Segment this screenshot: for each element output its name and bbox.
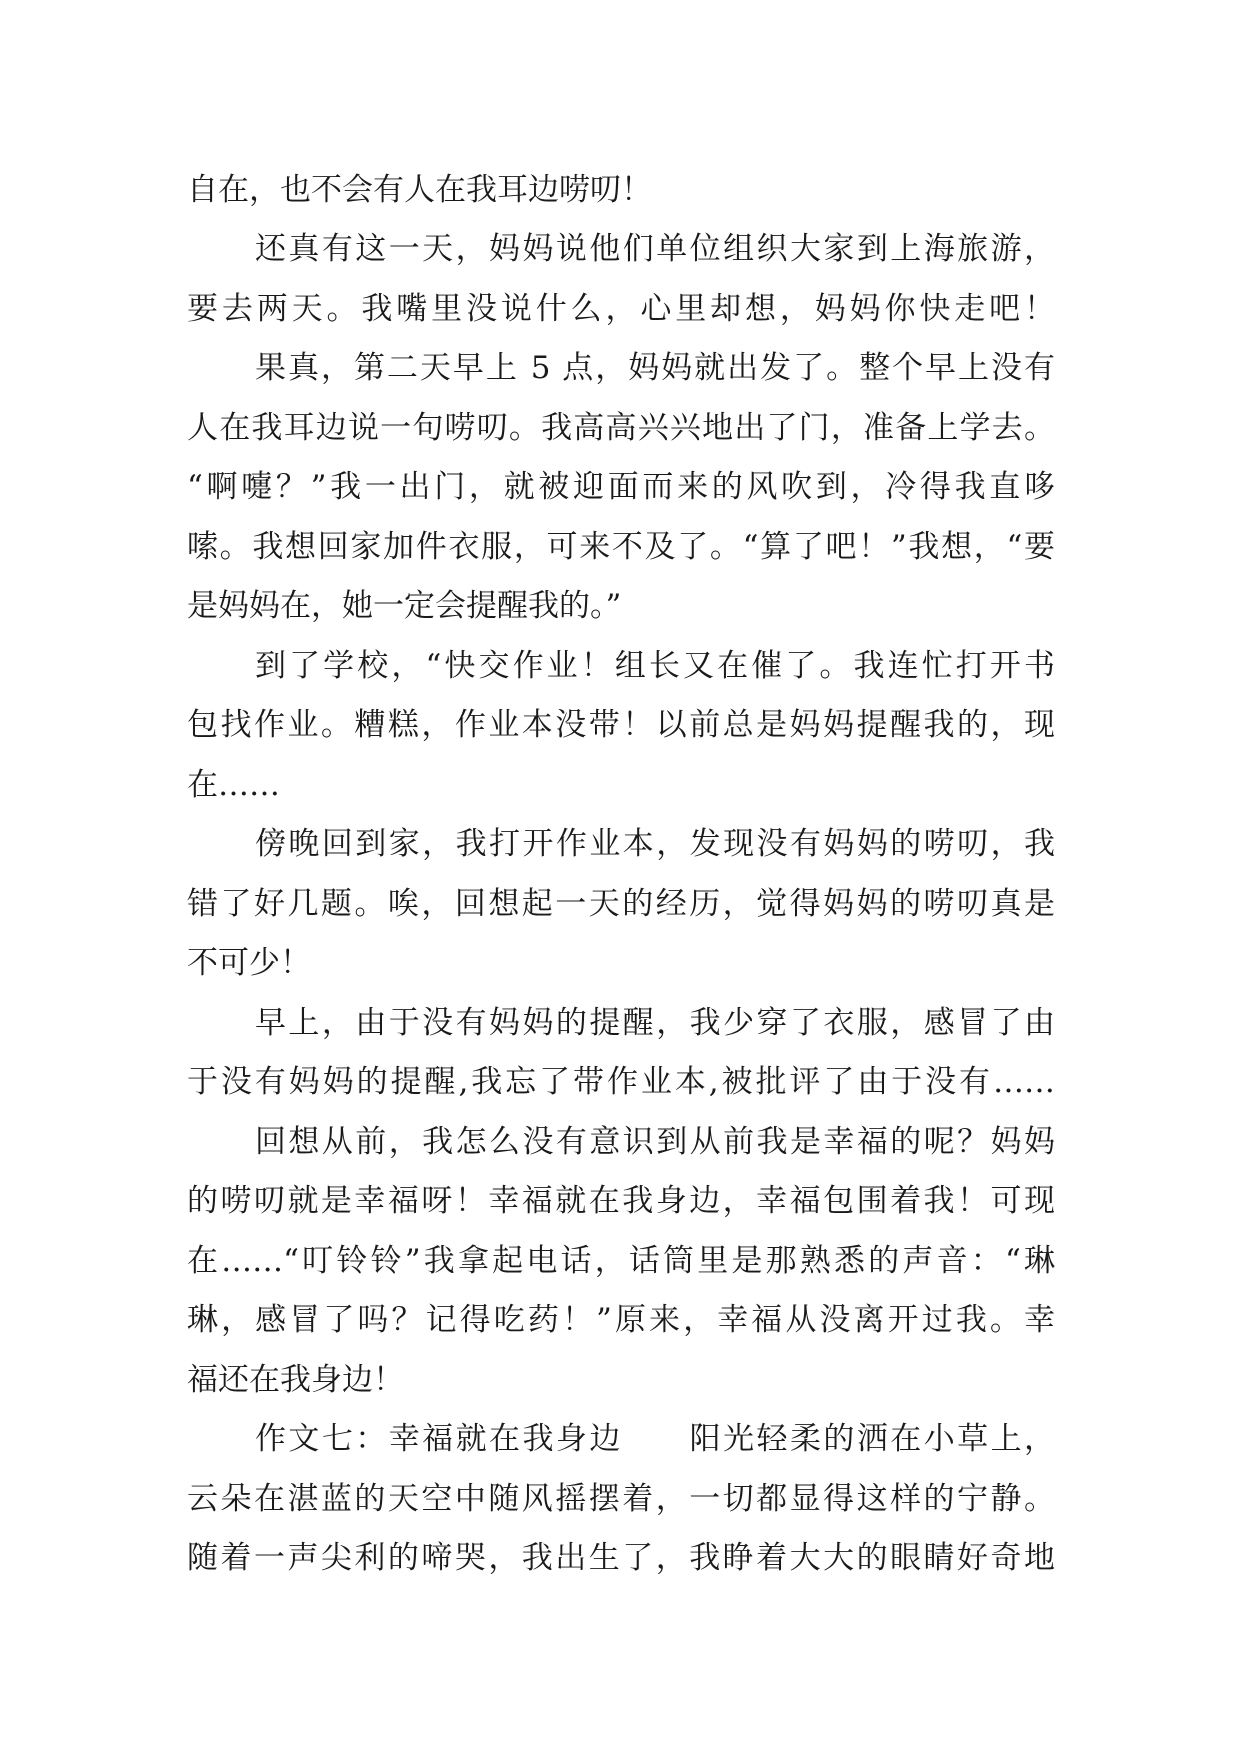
text-line: 琳，感冒了吗？记得吃药！”原来，幸福从没离开过我。幸 [187, 1302, 1055, 1338]
text-line: 包找作业。糟糕，作业本没带！以前总是妈妈提醒我的，现 [187, 707, 1055, 743]
text-line: 福还在我身边！ [187, 1362, 404, 1398]
text-line: 在……“叮铃铃”我拿起电话，话筒里是那熟悉的声音：“琳 [187, 1243, 1055, 1279]
text-line: 自在，也不会有人在我耳边唠叨！ [187, 172, 652, 208]
text-line: 嗦。我想回家加件衣服，可来不及了。“算了吧！”我想，“要 [187, 529, 1055, 565]
text-line: 的唠叨就是幸福呀！幸福就在我身边，幸福包围着我！可现 [187, 1183, 1055, 1219]
text-line: 傍晚回到家，我打开作业本，发现没有妈妈的唠叨，我 [255, 826, 1055, 862]
text-line: 果真，第二天早上 5 点，妈妈就出发了。整个早上没有 [255, 350, 1055, 386]
text-line: 要去两天。我嘴里没说什么，心里却想，妈妈你快走吧！ [187, 291, 1055, 327]
text-line: 于没有妈妈的提醒,我忘了带作业本,被批评了由于没有…… [187, 1064, 1055, 1100]
text-line: 作文七：幸福就在我身边 阳光轻柔的洒在小草上， [255, 1421, 1055, 1457]
text-line: 随着一声尖利的啼哭，我出生了，我睁着大大的眼睛好奇地 [187, 1540, 1055, 1576]
text-line: 还真有这一天，妈妈说他们单位组织大家到上海旅游， [255, 231, 1055, 267]
text-line: 早上，由于没有妈妈的提醒，我少穿了衣服，感冒了由 [255, 1005, 1055, 1041]
text-line: 在…… [187, 767, 280, 803]
text-line: 到了学校，“快交作业！组长又在催了。我连忙打开书 [255, 648, 1055, 684]
text-line: 人在我耳边说一句唠叨。我高高兴兴地出了门，准备上学去。 [187, 410, 1055, 446]
text-line: 是妈妈在，她一定会提醒我的。” [187, 588, 622, 624]
text-line: 不可少！ [187, 945, 311, 981]
text-line: “啊嚏？”我一出门，就被迎面而来的风吹到，冷得我直哆 [187, 469, 1055, 505]
text-line: 云朵在湛蓝的天空中随风摇摆着，一切都显得这样的宁静。 [187, 1481, 1055, 1517]
text-line: 回想从前，我怎么没有意识到从前我是幸福的呢？妈妈 [255, 1124, 1055, 1160]
text-line: 错了好几题。唉，回想起一天的经历，觉得妈妈的唠叨真是 [187, 886, 1055, 922]
